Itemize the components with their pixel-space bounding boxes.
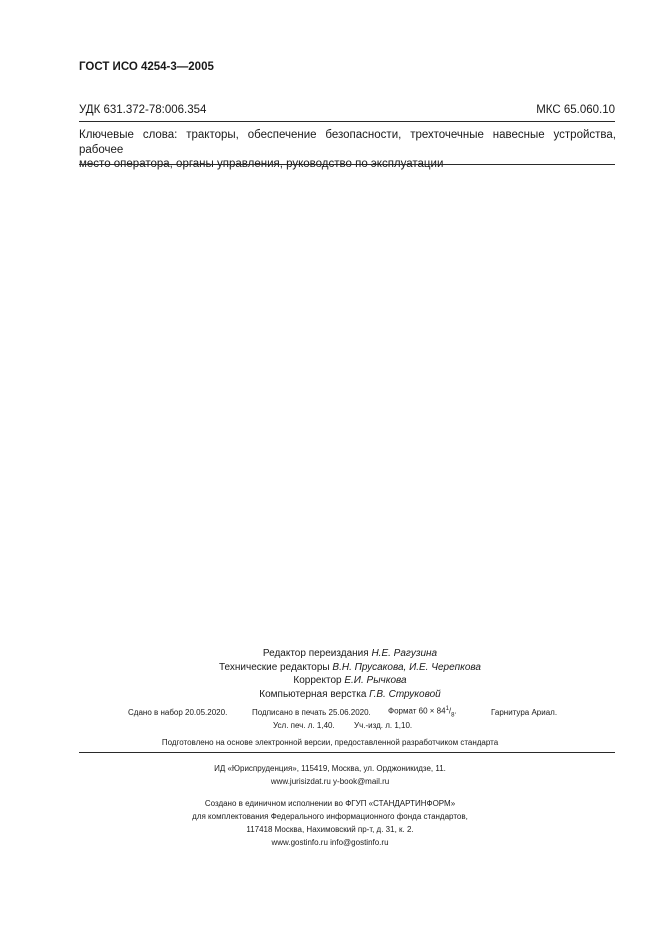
format-prefix: Формат 60 × 84 [388,706,446,716]
tech-editors-names: В.Н. Прусакова, И.Е. Черепкова [332,661,481,673]
top-divider [79,121,615,122]
mks-code: МКС 65.060.10 [536,104,615,116]
publishing-sheets: Уч.-изд. л. 1,10. [354,721,413,730]
tech-editors-line [150,661,550,675]
format-denominator: 8 [451,712,455,719]
editor-line [150,647,550,661]
tech-editors-label: Технические редакторы [218,661,330,673]
print-sheets: Усл. печ. л. 1,40. [273,721,335,730]
created-line: Создано в единичном исполнении во ФГУП «СТАНДАРТИНФОРМ» [204,799,456,808]
editor-label: Редактор переиздания [262,648,369,659]
keywords-line-1: Ключевые слова: тракторы, обеспечение безопасности, трехточечные навесные устройства, рабочее [79,129,616,156]
layout-label: Компьютерная верстка [259,688,367,700]
corrector-label: Корректор [293,675,342,686]
address-line: 117418 Москва, Нахимовский пр-т, д. 31, к. 2. [246,825,414,834]
typeface-info: Гарнитура Ариал. [491,708,558,717]
editor-name: Н.Е. Рагузина [371,648,438,659]
signed-date: Подписано в печать 25.06.2020. [252,708,371,717]
site-line: www.gostinfo.ru info@gostinfo.ru [271,838,389,847]
keywords-line-2: место оператора, органы управления, руководство по эксплуатации [79,158,444,170]
keywords-divider [79,164,615,165]
udk-code: УДК 631.372-78:006.354 [79,104,207,116]
publisher-id-line: ИД «Юриспруденция», 115419, Москва, ул. Орджоникидзе, 11. [214,764,446,773]
publisher-web-line: www.jurisizdat.ru y-book@mail.ru [270,777,390,786]
corrector-name: Е.И. Рычкова [344,675,407,686]
submitted-date: Сдано в набор 20.05.2020. [128,708,228,717]
format-numerator: 1 [445,706,449,712]
format-info: Формат $60 \times 84^1/_8$. [388,706,457,719]
prepared-note: Подготовлено на основе электронной версии, предоставленной разработчиком стандарта [161,738,499,747]
footer-divider [79,752,615,753]
document-id: ГОСТ ИСО 4254-3—2005 [79,61,214,73]
layout-line [150,688,550,702]
credits-block [150,647,550,701]
corrector-line [150,674,550,688]
layout-name: Г.В. Струковой [369,688,441,700]
fund-line: для комплектования Федерального информационного фонда стандартов, [192,812,468,821]
